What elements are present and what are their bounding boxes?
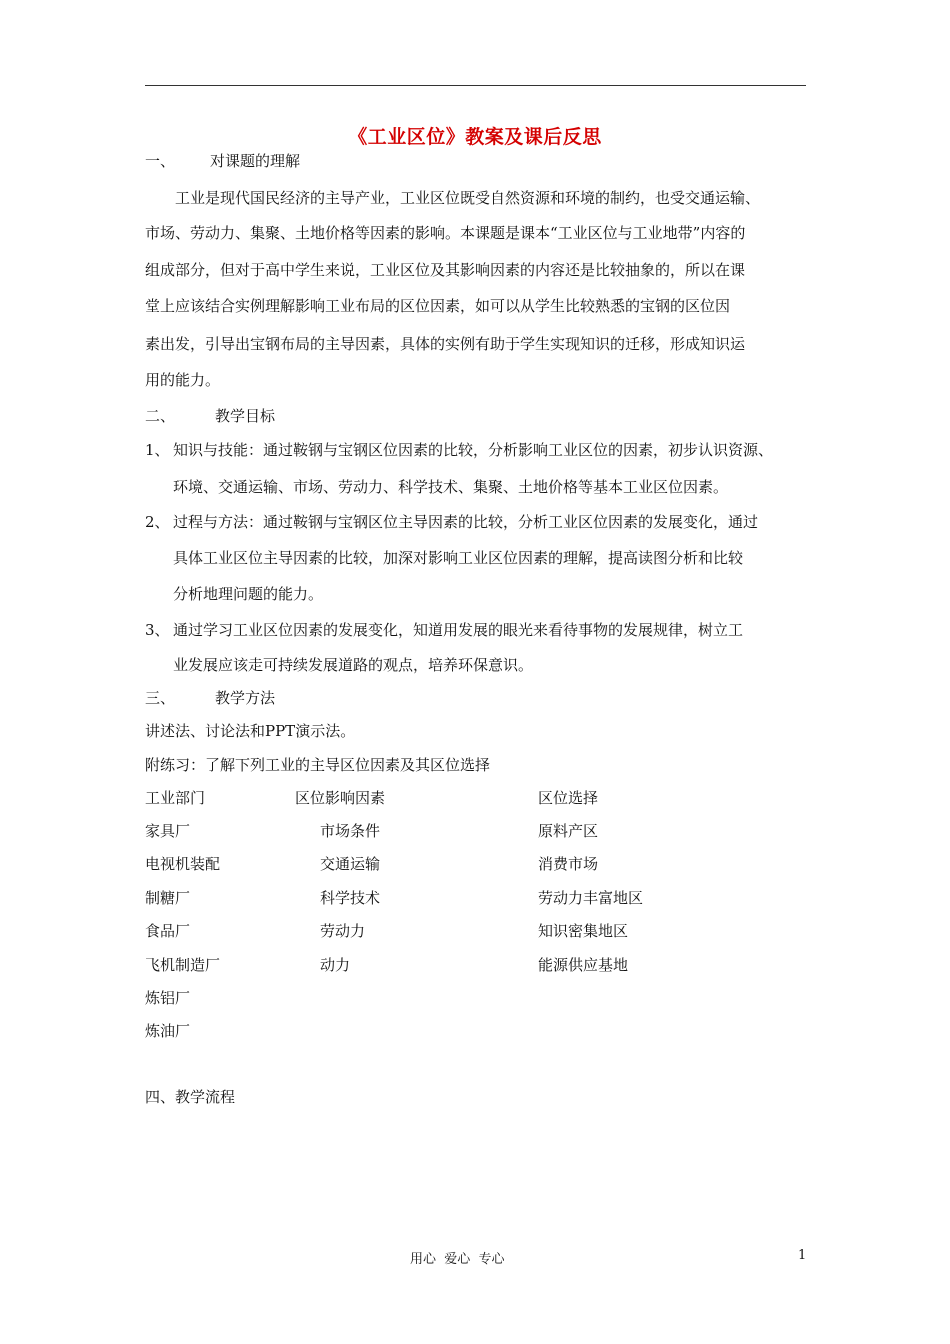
location-item: 知识密集地区 (538, 922, 629, 940)
industry-item: 炼油厂 (145, 1022, 191, 1040)
column-header: 区位影响因素 (295, 789, 386, 807)
header-rule (145, 85, 806, 86)
industry-item: 制糖厂 (145, 889, 191, 907)
objective-line: 过程与方法：通过鞍钢与宝钢区位主导因素的比较，分析工业区位因素的发展变化，通过 (173, 513, 759, 531)
factor-item: 市场条件 (320, 822, 381, 840)
section-number: 三、 (145, 689, 176, 707)
section-4-heading: 四、教学流程 (145, 1088, 236, 1106)
intro-line: 用的能力。 (145, 371, 221, 389)
industry-item: 家具厂 (145, 822, 191, 840)
section-title: 教学目标 (215, 407, 276, 425)
objective-line: 具体工业区位主导因素的比较，加深对影响工业区位因素的理解，提高读图分析和比较 (173, 549, 744, 567)
intro-line: 堂上应该结合实例理解影响工业布局的区位因素，如可以从学生比较熟悉的宝钢的区位因 (145, 297, 731, 315)
industry-item: 食品厂 (145, 922, 191, 940)
column-header: 区位选择 (538, 789, 599, 807)
factor-item: 劳动力 (320, 922, 366, 940)
footer-motto: 用心 爱心 专心 (410, 1252, 505, 1267)
location-item: 原料产区 (538, 822, 599, 840)
document-title: 《工业区位》教案及课后反思 (348, 126, 602, 148)
intro-line: 工业是现代国民经济的主导产业，工业区位既受自然资源和环境的制约，也受交通运输、 (175, 189, 761, 207)
intro-line: 组成部分，但对于高中学生来说，工业区位及其影响因素的内容还是比较抽象的，所以在课 (145, 261, 746, 279)
factor-item: 科学技术 (320, 889, 381, 907)
column-header: 工业部门 (145, 789, 206, 807)
section-title: 对课题的理解 (210, 152, 301, 170)
section-title: 教学方法 (215, 689, 276, 707)
objective-line: 分析地理问题的能力。 (173, 585, 324, 603)
location-item: 消费市场 (538, 855, 599, 873)
industry-item: 电视机装配 (145, 855, 221, 873)
objective-line: 通过学习工业区位因素的发展变化，知道用发展的眼光来看待事物的发展规律，树立工 (173, 621, 744, 639)
objective-number: 1、 (145, 441, 170, 459)
section-number: 二、 (145, 407, 176, 425)
objective-line: 环境、交通运输、市场、劳动力、科学技术、集聚、土地价格等基本工业区位因素。 (173, 478, 729, 496)
industry-item: 炼铝厂 (145, 989, 191, 1007)
industry-item: 飞机制造厂 (145, 956, 221, 974)
factor-item: 动力 (320, 956, 351, 974)
objective-line: 知识与技能：通过鞍钢与宝钢区位因素的比较，分析影响工业区位的因素，初步认识资源、 (173, 441, 774, 459)
objective-number: 2、 (145, 513, 170, 531)
intro-line: 市场、劳动力、集聚、土地价格等因素的影响。本课题是课本“工业区位与工业地带”内容的 (145, 224, 746, 242)
section-number: 一、 (145, 152, 176, 170)
page-number: 1 (798, 1248, 807, 1263)
factor-item: 交通运输 (320, 855, 381, 873)
location-item: 劳动力丰富地区 (538, 889, 644, 907)
objective-line: 业发展应该走可持续发展道路的观点，培养环保意识。 (173, 656, 534, 674)
intro-line: 素出发，引导出宝钢布局的主导因素，具体的实例有助于学生实现知识的迁移，形成知识运 (145, 335, 746, 353)
methods-text: 讲述法、讨论法和PPT演示法。 (145, 722, 356, 740)
objective-number: 3、 (145, 621, 170, 639)
exercise-intro: 附练习：了解下列工业的主导区位因素及其区位选择 (145, 756, 491, 774)
location-item: 能源供应基地 (538, 956, 629, 974)
